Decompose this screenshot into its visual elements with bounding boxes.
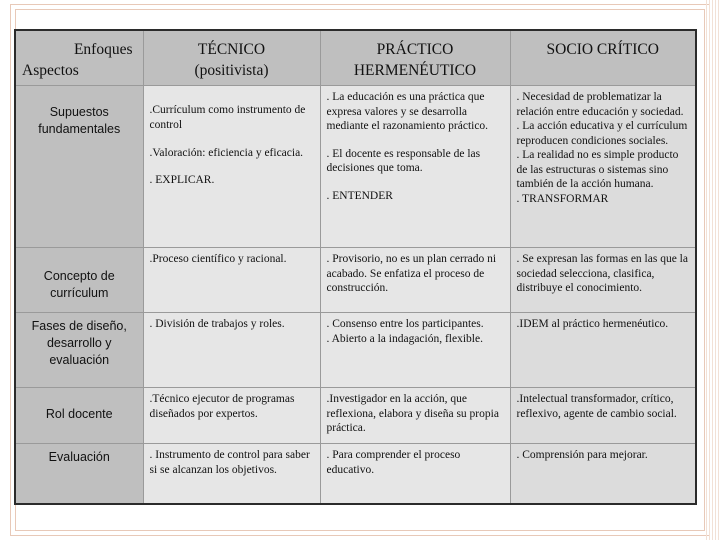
cell-text: .Intelectual transformador, crítico, reflexivo, agente de cambio social. bbox=[516, 393, 677, 420]
column-subtitle: (positivista) bbox=[194, 62, 269, 79]
table-row bbox=[15, 86, 696, 248]
cell-text: . La educación es una práctica que expresa valores y se desarrolla mediante el razonamiento práctico. bbox=[326, 91, 489, 132]
header-row bbox=[15, 30, 696, 86]
row-label: Fases de diseño, desarrollo y evaluación bbox=[31, 319, 127, 367]
corner-aspectos: Aspectos bbox=[22, 62, 79, 79]
cell-tecnico bbox=[143, 313, 320, 388]
table-row bbox=[15, 444, 696, 505]
table-row bbox=[15, 388, 696, 444]
cell-text: . Abierto a la indagación, flexible. bbox=[326, 332, 483, 345]
cell-socio-critico bbox=[510, 388, 696, 444]
row-label-cell bbox=[15, 444, 143, 505]
cell-socio-critico bbox=[510, 86, 696, 248]
cell-practico bbox=[320, 313, 510, 388]
cell-text: .Investigador en la acción, que reflexiona, elabora y diseña su propia práctica. bbox=[326, 393, 499, 434]
row-label: Supuestos fundamentales bbox=[38, 105, 121, 136]
cell-text: . ENTENDER bbox=[326, 189, 393, 202]
cell-practico bbox=[320, 388, 510, 444]
column-header-tecnico bbox=[143, 30, 320, 86]
cell-text: .Valoración: eficiencia y eficacia. bbox=[149, 147, 304, 159]
cell-text: . TRANSFORMAR bbox=[516, 192, 609, 205]
column-title: PRÁCTICO bbox=[376, 41, 454, 58]
corner-enfoques: Enfoques bbox=[73, 41, 133, 58]
cell-text: . EXPLICAR. bbox=[149, 173, 215, 186]
row-label: Concepto de currículum bbox=[43, 269, 115, 300]
row-label-cell bbox=[15, 388, 143, 444]
cell-text: . Necesidad de problematizar la relación entre educación y sociedad. bbox=[516, 91, 684, 118]
decorative-stripe bbox=[706, 0, 720, 540]
cell-practico bbox=[320, 444, 510, 505]
cell-practico bbox=[320, 86, 510, 248]
cell-text: .Currículum como instrumento de control bbox=[149, 104, 306, 131]
cell-tecnico bbox=[143, 444, 320, 505]
cell-text: . El docente es responsable de las decisiones que toma. bbox=[326, 147, 481, 174]
comparison-table bbox=[14, 29, 697, 505]
column-title: TÉCNICO bbox=[197, 41, 266, 58]
cell-socio-critico bbox=[510, 248, 696, 313]
cell-text: . División de trabajos y roles. bbox=[149, 318, 285, 330]
cell-text: . La realidad no es simple producto de las estructuras o sistemas sino también de la acción humana. bbox=[516, 149, 679, 190]
table-row bbox=[15, 248, 696, 313]
cell-text: .IDEM al práctico hermenéutico. bbox=[516, 318, 669, 330]
row-label-cell bbox=[15, 248, 143, 313]
row-label-cell bbox=[15, 86, 143, 248]
cell-text: . Para comprender el proceso educativo. bbox=[326, 449, 461, 476]
column-title: SOCIO CRÍTICO bbox=[546, 41, 659, 58]
column-header-practico bbox=[320, 30, 510, 86]
column-header-socio-critico bbox=[510, 30, 696, 86]
column-subtitle: HERMENÉUTICO bbox=[353, 62, 477, 79]
cell-tecnico bbox=[143, 86, 320, 248]
cell-socio-critico bbox=[510, 313, 696, 388]
cell-practico bbox=[320, 248, 510, 313]
cell-text: .Proceso científico y racional. bbox=[149, 253, 287, 265]
cell-text: . Instrumento de control para saber si se alcanzan los objetivos. bbox=[149, 449, 310, 476]
row-label: Rol docente bbox=[45, 407, 113, 421]
cell-text: .Técnico ejecutor de programas diseñados por expertos. bbox=[149, 393, 295, 420]
corner-header bbox=[15, 30, 143, 86]
cell-text: . Se expresan las formas en las que la sociedad selecciona, clasifica, distribuye el conocimiento. bbox=[516, 253, 688, 294]
cell-tecnico bbox=[143, 388, 320, 444]
cell-text: . Consenso entre los participantes. bbox=[326, 318, 484, 330]
row-label: Evaluación bbox=[48, 450, 110, 464]
cell-socio-critico bbox=[510, 444, 696, 505]
table-row bbox=[15, 313, 696, 388]
cell-text: . Comprensión para mejorar. bbox=[516, 449, 648, 461]
cell-text: . La acción educativa y el currículum reproducen condiciones sociales. bbox=[516, 120, 688, 147]
row-label-cell bbox=[15, 313, 143, 388]
cell-text: . Provisorio, no es un plan cerrado ni acabado. Se enfatiza el proceso de construcción. bbox=[326, 253, 497, 294]
cell-tecnico bbox=[143, 248, 320, 313]
